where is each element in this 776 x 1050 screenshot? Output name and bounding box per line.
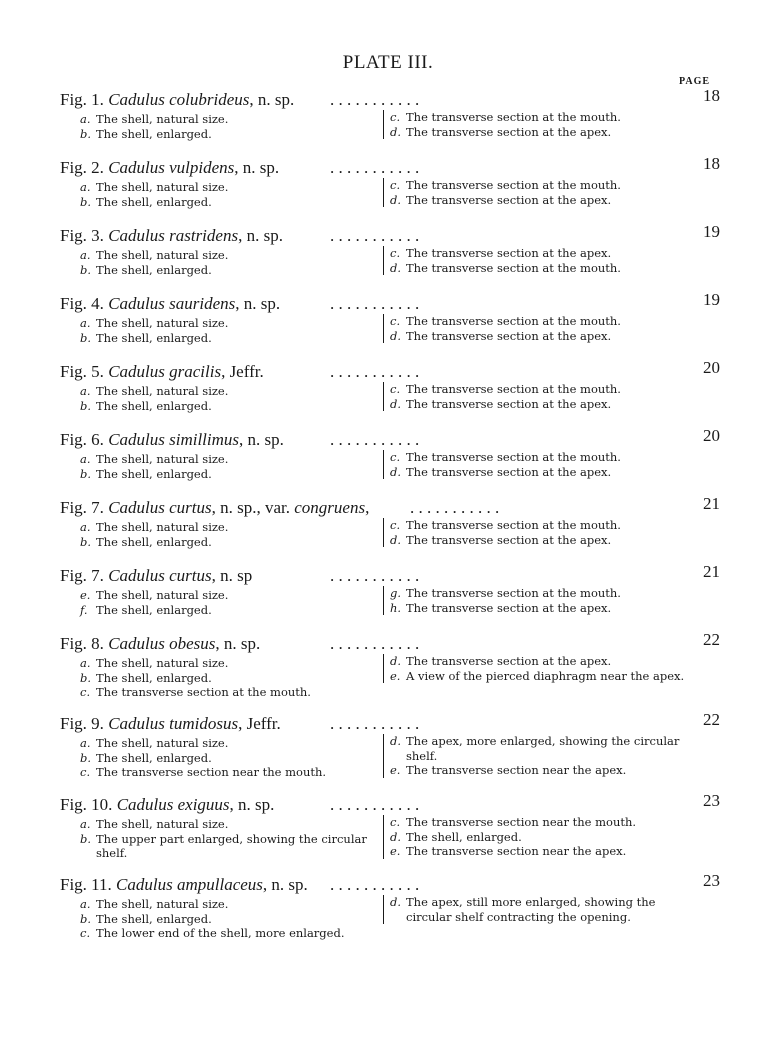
species-name: Cadulus tumidosus	[108, 714, 239, 733]
species-suffix: , n. sp.	[235, 294, 281, 313]
species-name: Cadulus obesus	[108, 634, 216, 653]
caption-item	[390, 763, 690, 778]
caption-letter: a.	[80, 656, 91, 670]
caption-text: The shell, enlarged.	[96, 330, 212, 345]
page-number: 21	[703, 494, 720, 513]
caption-letter: c.	[80, 765, 91, 779]
caption-text: The shell, natural size.	[96, 897, 229, 911]
caption-item	[390, 830, 690, 845]
caption-letter: c.	[80, 685, 91, 699]
caption-letter: f.	[80, 602, 88, 617]
dot-leader: . . . . . . . . . . .	[410, 498, 500, 517]
caption-item	[80, 467, 380, 482]
caption-text: The transverse section at the mouth.	[406, 450, 621, 464]
caption-text: The shell, enlarged.	[96, 398, 212, 413]
page-number: 19	[703, 222, 720, 241]
dot-leader: . . . . . . . . . . .	[330, 362, 420, 381]
page-number: 18	[703, 86, 720, 105]
caption-letter: b.	[80, 398, 92, 413]
caption-text: The shell, enlarged.	[96, 194, 212, 209]
caption-item	[80, 248, 380, 263]
species-name: Cadulus vulpidens	[108, 158, 235, 177]
caption-item	[390, 586, 690, 601]
caption-text: The transverse section at the apex.	[406, 246, 612, 260]
caption-item	[80, 926, 380, 941]
figure-title	[60, 795, 274, 815]
caption-column-right	[383, 314, 690, 343]
page-number: 23	[703, 791, 720, 810]
caption-item	[80, 751, 380, 766]
variety-name: congruens	[294, 498, 366, 517]
caption-text: The transverse section near the mouth.	[406, 815, 637, 829]
variety-suffix: ,	[365, 498, 370, 517]
caption-item	[80, 817, 380, 832]
figure-number: Fig. 7.	[60, 498, 104, 517]
caption-letter: d.	[390, 464, 402, 479]
caption-text: The transverse section near the apex.	[406, 844, 627, 858]
caption-letter: b.	[80, 831, 92, 846]
dot-leader: . . . . . . . . . . .	[330, 226, 420, 245]
caption-item	[390, 261, 690, 276]
species-name: Cadulus exiguus	[116, 795, 230, 814]
caption-item	[390, 734, 690, 763]
dot-leader: . . . . . . . . . . .	[330, 90, 420, 109]
caption-column-left	[80, 897, 380, 941]
caption-column-left	[80, 452, 380, 481]
caption-text: The lower end of the shell, more enlarged.	[96, 926, 345, 940]
caption-column-left	[80, 588, 380, 617]
caption-text: The transverse section at the apex.	[406, 396, 612, 411]
caption-text: The transverse section at the apex.	[406, 654, 612, 668]
caption-item	[80, 127, 380, 142]
dot-leader: . . . . . . . . . . .	[330, 566, 420, 585]
caption-text: The shell, enlarged.	[96, 126, 212, 141]
caption-column-right	[383, 518, 690, 547]
caption-letter: c.	[80, 926, 91, 940]
caption-text: The transverse section near the apex.	[406, 763, 627, 777]
page-number: 21	[703, 562, 720, 581]
caption-text: The shell, natural size.	[96, 248, 229, 262]
species-suffix: , n. sp.	[215, 634, 261, 653]
page-number: 22	[703, 710, 720, 729]
species-name: Cadulus colubrideus	[108, 90, 250, 109]
caption-letter: b.	[80, 330, 92, 345]
caption-item	[80, 180, 380, 195]
caption-letter: b.	[80, 466, 92, 481]
caption-item	[390, 601, 690, 616]
caption-item	[80, 671, 380, 686]
caption-item	[80, 331, 380, 346]
caption-item	[390, 193, 690, 208]
caption-column-left	[80, 112, 380, 141]
figure-number: Fig. 6.	[60, 430, 104, 449]
page-number: 20	[703, 426, 720, 445]
caption-item	[390, 110, 690, 125]
caption-item	[80, 112, 380, 127]
species-name: Cadulus sauridens	[108, 294, 236, 313]
caption-column-right	[383, 110, 690, 139]
caption-letter: a.	[80, 520, 91, 534]
species-suffix: , n. sp.	[249, 90, 295, 109]
caption-item	[390, 314, 690, 329]
caption-item	[390, 815, 690, 830]
caption-item	[80, 765, 380, 780]
caption-column-left	[80, 248, 380, 277]
caption-letter: d.	[390, 124, 402, 139]
caption-item	[80, 736, 380, 751]
caption-letter: c.	[390, 450, 401, 464]
species-name: Cadulus curtus	[108, 566, 212, 585]
caption-letter: a.	[80, 112, 91, 126]
caption-text: The shell, enlarged.	[96, 911, 212, 926]
caption-column-right	[383, 382, 690, 411]
caption-item	[390, 382, 690, 397]
species-suffix: , n. sp.	[239, 430, 284, 449]
caption-letter: a.	[80, 897, 91, 911]
species-suffix: , n. sp.	[229, 795, 275, 814]
caption-letter: d.	[390, 532, 402, 547]
figure-title	[60, 498, 369, 518]
caption-letter: d.	[390, 396, 402, 411]
caption-letter: d.	[390, 734, 402, 748]
caption-text: The transverse section at the mouth.	[406, 260, 621, 275]
caption-text: The shell, natural size.	[96, 736, 229, 750]
caption-column-left	[80, 736, 380, 780]
caption-text: The shell, enlarged.	[96, 466, 212, 481]
caption-text: A view of the pierced diaphragm near the apex.	[406, 668, 685, 683]
caption-item	[80, 897, 380, 912]
species-suffix: , n. sp.	[238, 226, 283, 245]
caption-item	[80, 603, 380, 618]
caption-letter: c.	[390, 314, 401, 328]
caption-column-right	[383, 178, 690, 207]
caption-letter: h.	[390, 600, 402, 615]
caption-text: The transverse section at the apex.	[406, 532, 612, 547]
caption-column-left	[80, 316, 380, 345]
caption-column-right	[383, 895, 690, 924]
figure-number: Fig. 5.	[60, 362, 104, 381]
caption-letter: a.	[80, 248, 91, 262]
dot-leader: . . . . . . . . . . .	[330, 294, 420, 313]
caption-item	[80, 399, 380, 414]
caption-item	[80, 520, 380, 535]
caption-column-right	[383, 815, 690, 859]
figure-title	[60, 90, 294, 110]
caption-column-left	[80, 656, 380, 700]
caption-item	[80, 656, 380, 671]
caption-letter: c.	[390, 110, 401, 124]
page-number: 23	[703, 871, 720, 890]
caption-column-left	[80, 384, 380, 413]
caption-item	[80, 832, 380, 861]
caption-letter: a.	[80, 180, 91, 194]
caption-text: The shell, enlarged.	[96, 262, 212, 277]
caption-item	[80, 316, 380, 331]
caption-letter: c.	[390, 246, 401, 260]
caption-letter: b.	[80, 194, 92, 209]
species-suffix: , n. sp	[211, 566, 253, 585]
caption-letter: e.	[390, 668, 401, 683]
caption-item	[390, 397, 690, 412]
figure-title	[60, 430, 284, 450]
caption-letter: a.	[80, 316, 91, 330]
caption-text: The upper part enlarged, showing the circular shelf.	[96, 831, 367, 860]
figure-number: Fig. 11.	[60, 875, 112, 894]
dot-leader: . . . . . . . . . . .	[330, 875, 420, 894]
caption-item	[390, 246, 690, 261]
caption-text: The transverse section at the mouth.	[406, 314, 621, 328]
dot-leader: . . . . . . . . . . .	[330, 634, 420, 653]
caption-item	[80, 535, 380, 550]
caption-text: The shell, natural size.	[96, 656, 229, 670]
page-number: 18	[703, 154, 720, 173]
caption-item	[390, 450, 690, 465]
caption-letter: a.	[80, 736, 91, 750]
figure-number: Fig. 2.	[60, 158, 104, 177]
figure-title	[60, 294, 280, 314]
caption-text: The shell, enlarged.	[96, 670, 212, 685]
caption-letter: c.	[390, 178, 401, 192]
dot-leader: . . . . . . . . . . .	[330, 430, 420, 449]
caption-column-right	[383, 654, 690, 683]
caption-text: The apex, more enlarged, showing the circular shelf.	[406, 734, 680, 763]
caption-letter: c.	[390, 815, 401, 829]
caption-text: The transverse section at the apex.	[406, 124, 612, 139]
caption-letter: d.	[390, 192, 402, 207]
caption-text: The shell, natural size.	[96, 316, 229, 330]
caption-text: The transverse section at the apex.	[406, 600, 612, 615]
caption-letter: a.	[80, 452, 91, 466]
caption-letter: d.	[390, 654, 402, 668]
caption-text: The shell, natural size.	[96, 112, 229, 126]
caption-item	[390, 125, 690, 140]
caption-text: The transverse section at the mouth.	[96, 685, 311, 699]
figure-title	[60, 566, 252, 586]
caption-text: The shell, enlarged.	[406, 829, 522, 844]
species-name: Cadulus ampullaceus	[116, 875, 263, 894]
caption-letter: b.	[80, 534, 92, 549]
caption-letter: b.	[80, 750, 92, 765]
caption-text: The shell, natural size.	[96, 520, 229, 534]
caption-text: The transverse section at the mouth.	[406, 382, 621, 396]
caption-letter: e.	[390, 844, 401, 858]
caption-item	[390, 465, 690, 480]
page-column-header: PAGE	[679, 76, 711, 87]
caption-letter: c.	[390, 518, 401, 532]
caption-column-left	[80, 817, 380, 861]
species-name: Cadulus curtus	[108, 498, 212, 517]
caption-text: The shell, enlarged.	[96, 750, 212, 765]
species-name: Cadulus simillimus	[108, 430, 240, 449]
caption-letter: e.	[390, 763, 401, 777]
figure-number: Fig. 1.	[60, 90, 104, 109]
caption-letter: a.	[80, 817, 91, 831]
dot-leader: . . . . . . . . . . .	[330, 714, 420, 733]
caption-text: The apex, still more enlarged, showing the circular shelf contracting the opening.	[406, 895, 656, 924]
species-suffix: , n. sp.	[262, 875, 308, 894]
caption-column-right	[383, 450, 690, 479]
caption-text: The transverse section at the mouth.	[406, 178, 621, 192]
species-suffix: , Jeffr.	[238, 714, 281, 733]
caption-text: The shell, natural size.	[96, 817, 229, 831]
caption-letter: b.	[80, 670, 92, 685]
caption-item	[80, 588, 380, 603]
caption-column-left	[80, 520, 380, 549]
caption-item	[390, 518, 690, 533]
caption-item	[80, 384, 380, 399]
caption-text: The transverse section at the apex.	[406, 328, 612, 343]
figure-title	[60, 158, 279, 178]
caption-letter: e.	[80, 588, 91, 602]
caption-item	[80, 912, 380, 927]
caption-column-left	[80, 180, 380, 209]
caption-letter: a.	[80, 384, 91, 398]
caption-item	[390, 329, 690, 344]
caption-item	[390, 844, 690, 859]
caption-text: The shell, natural size.	[96, 384, 229, 398]
caption-column-right	[383, 586, 690, 615]
species-suffix: , n. sp., var.	[211, 498, 291, 517]
page-number: 19	[703, 290, 720, 309]
figure-title	[60, 634, 260, 654]
figure-number: Fig. 9.	[60, 714, 104, 733]
caption-letter: c.	[390, 382, 401, 396]
species-name: Cadulus gracilis	[108, 362, 222, 381]
figure-number: Fig. 4.	[60, 294, 104, 313]
species-name: Cadulus rastridens	[108, 226, 239, 245]
caption-text: The shell, natural size.	[96, 452, 229, 466]
caption-text: The shell, natural size.	[96, 180, 229, 194]
caption-text: The shell, enlarged.	[96, 602, 212, 617]
caption-item	[390, 178, 690, 193]
figure-title	[60, 714, 281, 734]
caption-text: The transverse section at the mouth.	[406, 518, 621, 532]
caption-item	[80, 195, 380, 210]
caption-letter: g.	[390, 586, 402, 600]
dot-leader: . . . . . . . . . . .	[330, 795, 420, 814]
figure-title	[60, 226, 283, 246]
figure-title	[60, 362, 264, 382]
caption-letter: d.	[390, 260, 402, 275]
caption-item	[80, 263, 380, 278]
species-suffix: , n. sp.	[234, 158, 280, 177]
caption-column-right	[383, 246, 690, 275]
caption-text: The transverse section at the mouth.	[406, 586, 621, 600]
caption-item	[390, 895, 690, 924]
figure-title	[60, 875, 308, 895]
caption-text: The transverse section at the mouth.	[406, 110, 621, 124]
caption-text: The shell, enlarged.	[96, 534, 212, 549]
caption-letter: d.	[390, 328, 402, 343]
figure-number: Fig. 3.	[60, 226, 104, 245]
figure-number: Fig. 8.	[60, 634, 104, 653]
caption-text: The transverse section near the mouth.	[96, 765, 327, 779]
caption-text: The transverse section at the apex.	[406, 464, 612, 479]
caption-item	[390, 533, 690, 548]
caption-text: The transverse section at the apex.	[406, 192, 612, 207]
caption-column-right	[383, 734, 690, 778]
caption-item	[390, 669, 690, 684]
plate-title: PLATE III.	[342, 52, 434, 73]
figure-number: Fig. 7.	[60, 566, 104, 585]
caption-item	[80, 685, 380, 700]
caption-letter: b.	[80, 262, 92, 277]
dot-leader: . . . . . . . . . . .	[330, 158, 420, 177]
page-number: 22	[703, 630, 720, 649]
caption-text: The shell, natural size.	[96, 588, 229, 602]
caption-letter: b.	[80, 126, 92, 141]
page-number: 20	[703, 358, 720, 377]
figure-number: Fig. 10.	[60, 795, 113, 814]
caption-letter: d.	[390, 895, 402, 909]
species-suffix: , Jeffr.	[221, 362, 264, 381]
caption-letter: d.	[390, 829, 402, 844]
caption-item	[80, 452, 380, 467]
caption-letter: b.	[80, 911, 92, 926]
caption-item	[390, 654, 690, 669]
